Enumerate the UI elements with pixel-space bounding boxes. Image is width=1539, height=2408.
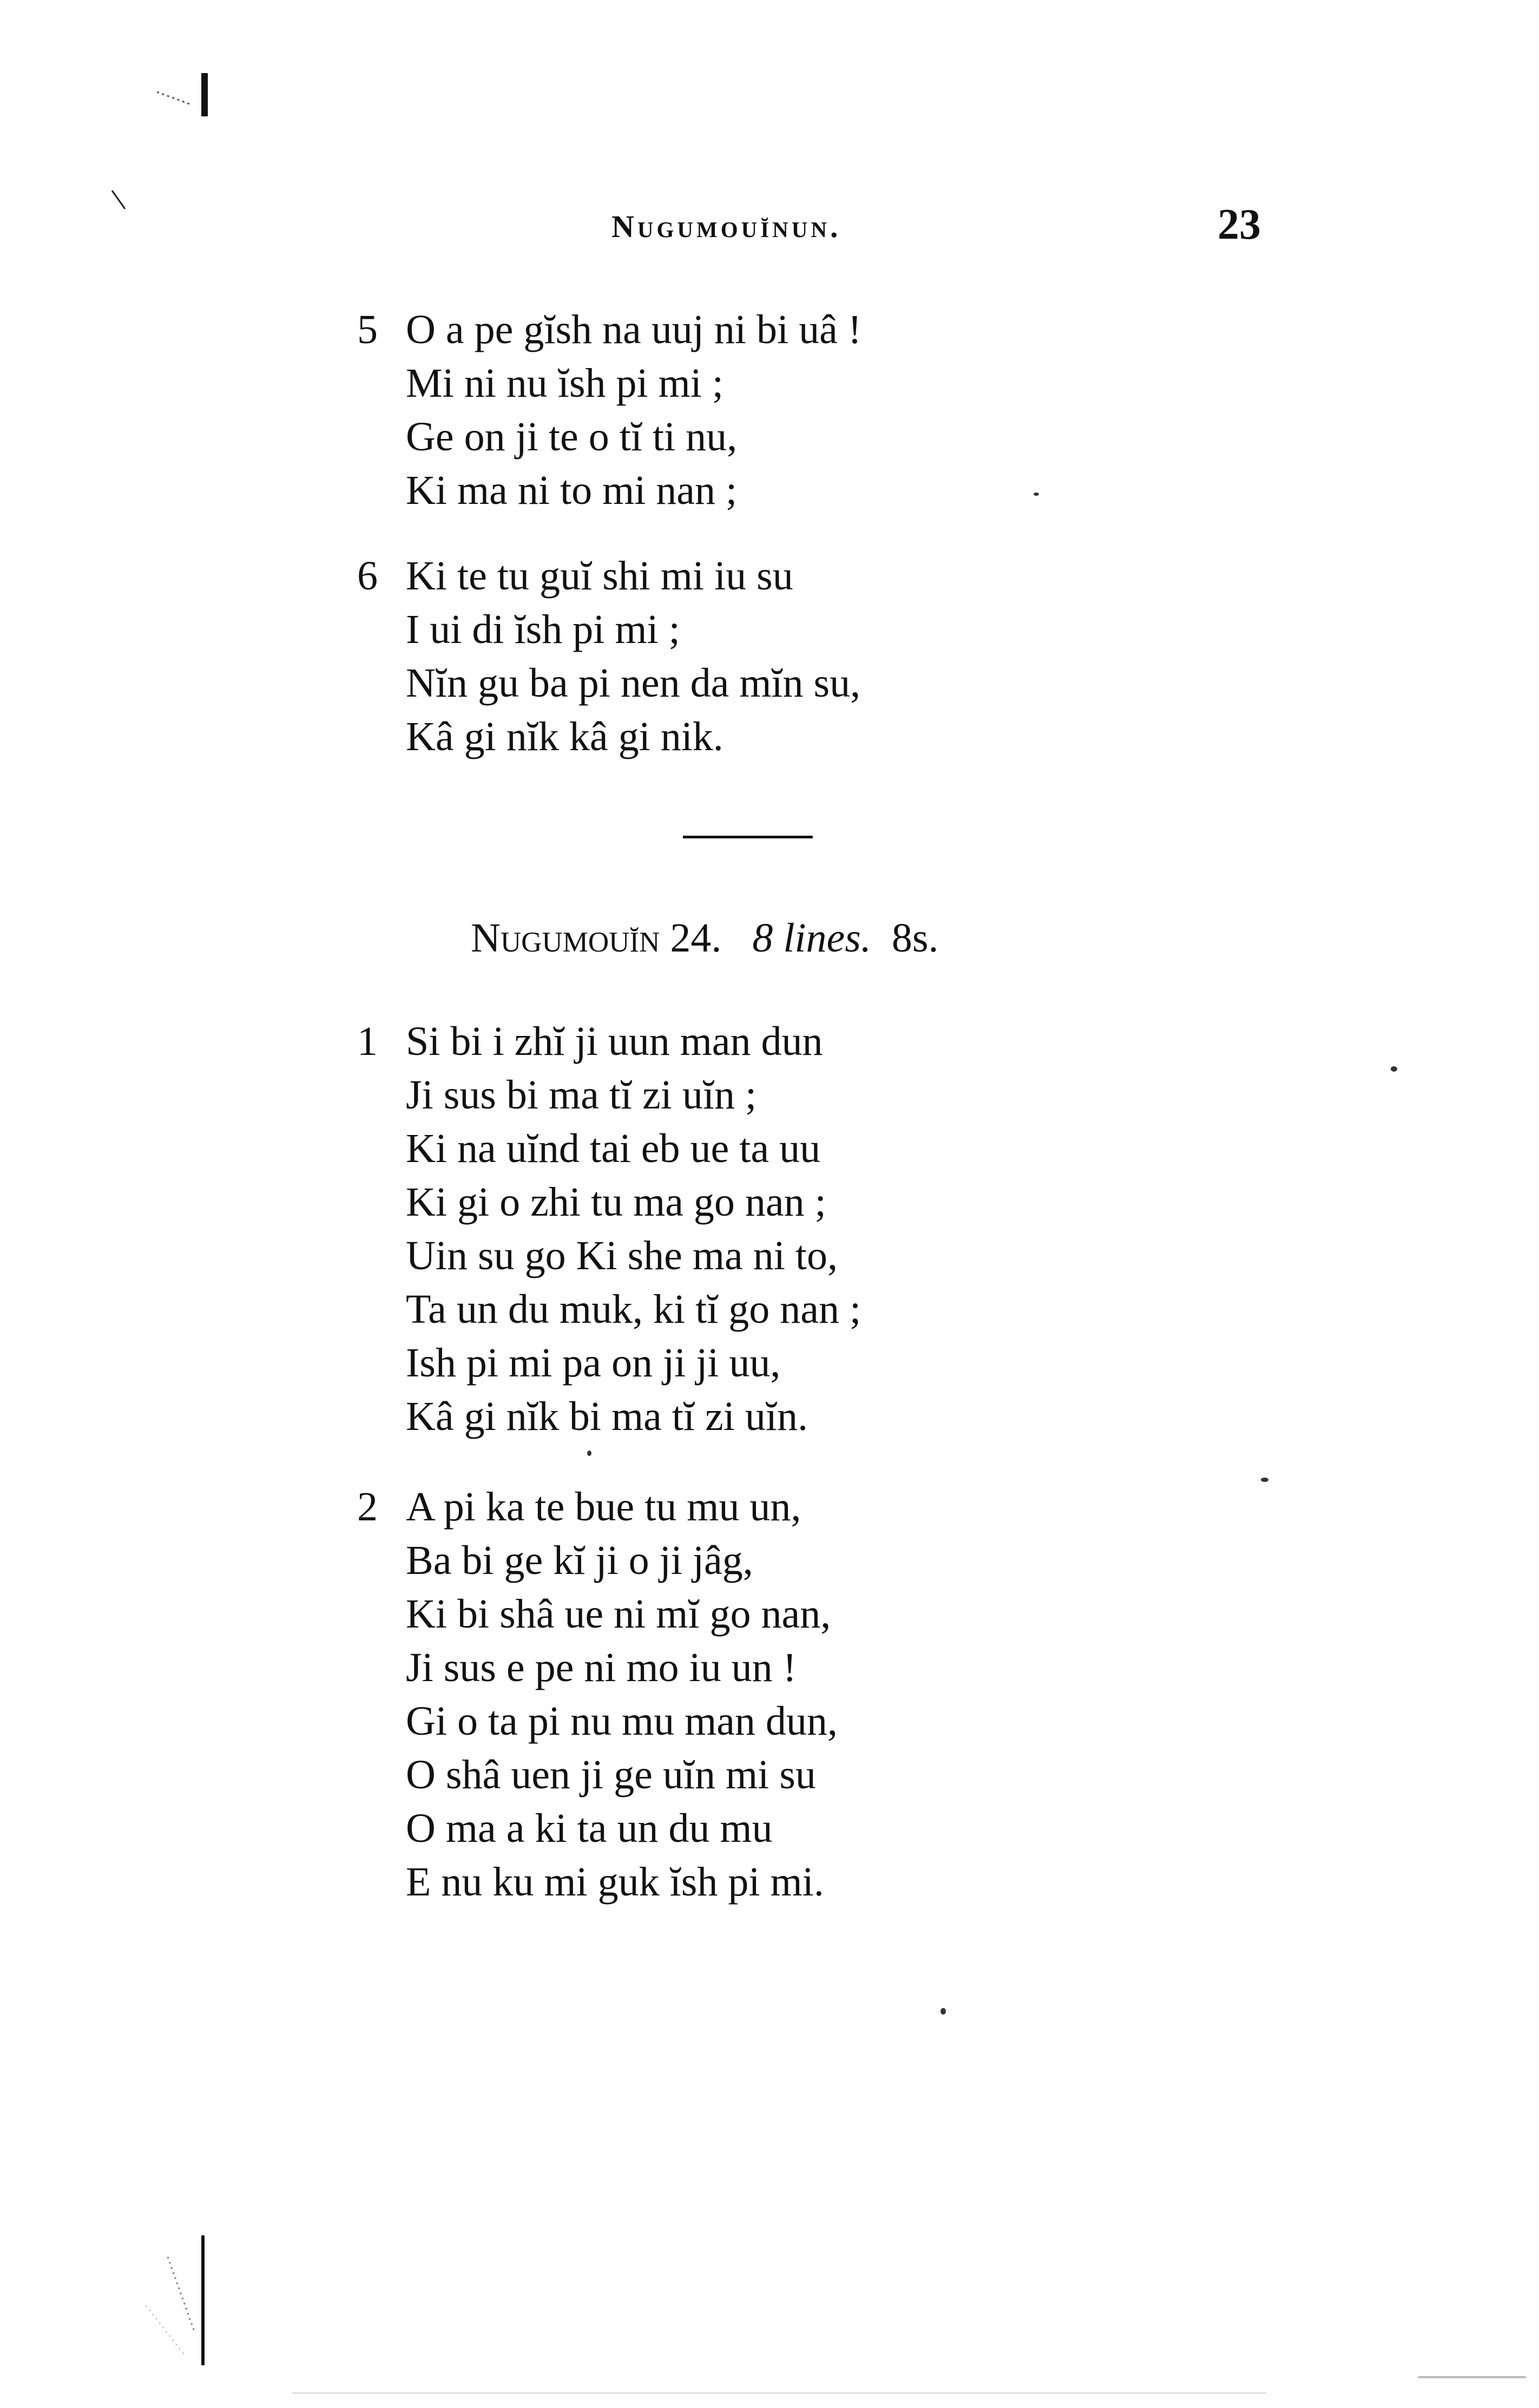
verse-line: Nĭn gu ba pi nen da mĭn su,: [406, 660, 861, 706]
page-number: 23: [1218, 201, 1261, 248]
running-title: Nugumouĭnun.: [611, 209, 841, 244]
verse-text: A pi ka te bue tu mu un,: [406, 1484, 801, 1530]
stanza-1: [357, 1015, 861, 1444]
verse-line: Ki bi shâ ue ni mĭ go nan,: [406, 1591, 831, 1637]
verse-line: Kâ gi nĭk kâ gi nik.: [406, 714, 724, 759]
verse-line: [357, 549, 860, 603]
verse-line: [357, 1015, 861, 1068]
verse-line: Ba bi ge kĭ ji o ji jâg,: [406, 1538, 753, 1583]
speck: [1418, 2376, 1526, 2378]
stanza-number: 2: [357, 1484, 378, 1530]
verse-line: Kâ gi nĭk bi ma tĭ zi uĭn.: [406, 1394, 808, 1439]
verse-line: Ji sus bi ma tĭ zi uĭn ;: [406, 1072, 757, 1118]
verse-line: Gi o ta pi nu mu man dun,: [406, 1698, 838, 1744]
verse-line: O ma a ki ta un du mu: [406, 1806, 773, 1851]
stanza-number: 1: [357, 1019, 378, 1064]
verse-line: Ji sus e pe ni mo iu un !: [406, 1645, 797, 1690]
verse-line: [357, 1480, 838, 1534]
speck: [940, 2008, 946, 2015]
stanza-2: [357, 1480, 838, 1909]
verse-line: Ta un du muk, ki tĭ go nan ;: [406, 1287, 861, 1332]
verse-line: Ish pi mi pa on ji ji uu,: [406, 1340, 781, 1386]
verse-text: Si bi i zhĭ ji uun man dun: [406, 1019, 823, 1064]
speck: [292, 2392, 1266, 2394]
hymn-heading: [471, 915, 938, 962]
hymn-name: Nugumouĭn: [471, 915, 660, 961]
verse-line: I ui di ĭsh pi mi ;: [406, 607, 680, 652]
scan-artifact-left-tick: [111, 189, 127, 211]
stanza-number: 5: [357, 307, 378, 352]
stanza-5: [357, 303, 861, 517]
verse-line: Ki ma ni to mi nan ;: [406, 468, 738, 513]
hymn-meter: 8s.: [891, 915, 939, 961]
scan-artifact-top-left: [157, 70, 211, 119]
verse-line: Ge on ji te o tĭ ti nu,: [406, 414, 738, 460]
verse-line: Uin su go Ki she ma ni to,: [406, 1233, 838, 1278]
hymn-lines-word: lines.: [783, 915, 871, 961]
verse-line: Ki gi o zhi tu ma go nan ;: [406, 1179, 826, 1225]
speck: [1391, 1066, 1397, 1072]
verse-text: Ki te tu guĭ shi mi iu su: [406, 553, 793, 599]
hymn-number: 24.: [670, 915, 722, 961]
speck: [587, 1451, 591, 1456]
verse-line: Mi ni nu ĭsh pi mi ;: [406, 360, 724, 406]
speck: [1261, 1478, 1268, 1482]
verse-line: O shâ uen ji ge uĭn mi su: [406, 1752, 816, 1797]
speck: [1034, 493, 1039, 496]
stanza-number: 6: [357, 553, 378, 599]
stanza-6: [357, 549, 860, 764]
verse-line: E nu ku mi guk ĭsh pi mi.: [406, 1859, 824, 1905]
verse-line: [357, 303, 861, 357]
section-divider: [683, 836, 813, 838]
verse-text: O a pe gĭsh na uuj ni bi uâ !: [406, 307, 862, 352]
hymn-lines-count: 8: [752, 915, 773, 961]
scan-artifact-bottom-left: [135, 2225, 211, 2371]
verse-line: Ki na uĭnd tai eb ue ta uu: [406, 1126, 821, 1171]
